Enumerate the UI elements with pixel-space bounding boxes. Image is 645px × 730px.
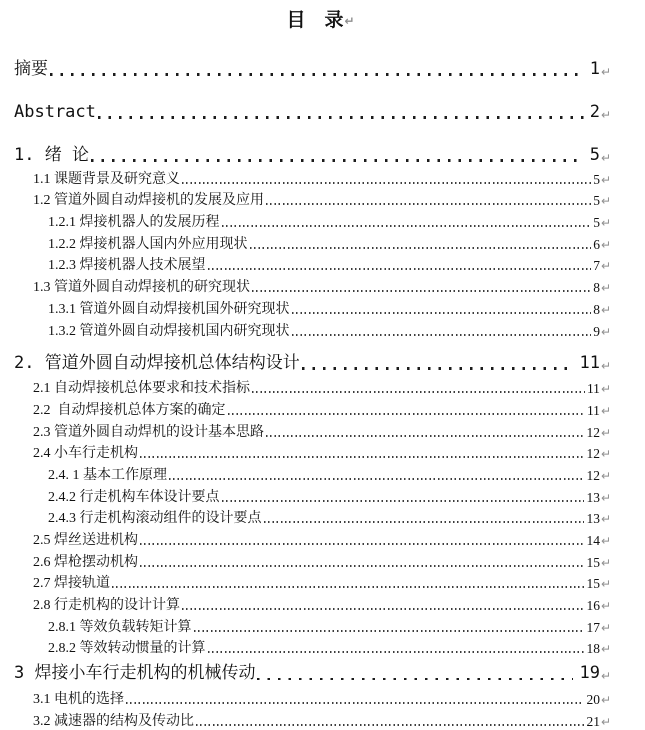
toc-entry-page: 9	[593, 323, 600, 339]
toc-entry-page: 13	[586, 511, 600, 527]
toc-entry[interactable]	[48, 253, 611, 275]
toc-entry[interactable]	[33, 571, 611, 593]
toc-entry-page: 1	[589, 59, 600, 79]
toc-entry-label: 1.3 管道外圆自动焊接机的研究现状	[33, 280, 250, 296]
paragraph-mark-icon: ↵	[600, 555, 611, 570]
paragraph-mark-icon: ↵	[344, 14, 355, 28]
toc-entry-page: 5	[593, 215, 600, 231]
paragraph-mark-icon: ↵	[600, 358, 611, 373]
toc-entry-label: 2.7 焊接轨道	[33, 576, 110, 592]
dot-leader	[98, 116, 584, 119]
toc-entry[interactable]	[48, 318, 611, 340]
dot-leader	[222, 500, 585, 502]
toc-entry[interactable]	[48, 636, 611, 658]
dot-leader	[264, 521, 585, 523]
toc-entry-page: 15	[586, 554, 600, 570]
toc-entry-label: 1.1 课题背景及研究意义	[33, 171, 180, 187]
dot-leader	[266, 435, 584, 437]
toc-entry[interactable]	[33, 274, 611, 296]
paragraph-mark-icon: ↵	[600, 577, 611, 592]
dot-leader	[196, 724, 584, 726]
toc-entry-label: 摘要	[14, 59, 48, 79]
toc-entry-label: 2.6 焊枪摆动机构	[33, 554, 138, 570]
paragraph-mark-icon: ↵	[600, 642, 611, 657]
paragraph-mark-icon: ↵	[600, 534, 611, 548]
toc-entry-page: 16	[586, 598, 600, 614]
paragraph-mark-icon: ↵	[600, 281, 611, 296]
paragraph-mark-icon: ↵	[600, 669, 611, 684]
toc-entry-page: 8	[593, 301, 600, 317]
toc-entry-label: 2.8 行走机构的设计计算	[33, 598, 180, 614]
toc-entry[interactable]	[33, 592, 611, 614]
toc-entry[interactable]	[14, 140, 611, 166]
toc-entry-label: 2.3 管道外圆自动焊机的设计基本思路	[33, 424, 264, 440]
paragraph-mark-icon: ↵	[600, 216, 611, 231]
toc-entry[interactable]	[33, 166, 611, 188]
toc-entry-label: 3 焊接小车行走机构的机械传动	[14, 663, 256, 684]
paragraph-mark-icon: ↵	[600, 403, 611, 418]
toc-entry[interactable]	[48, 506, 611, 528]
toc-entry-page: 12	[586, 446, 600, 462]
toc-entry[interactable]	[48, 484, 611, 506]
toc-entry-page: 11	[586, 381, 600, 397]
dot-leader	[302, 367, 574, 370]
toc-entry-label: 2.4. 1 基本工作原理	[48, 467, 167, 483]
toc-entry-label: 2.2 自动焊接机总体方案的确定	[33, 402, 226, 418]
toc-entry[interactable]	[14, 54, 611, 80]
dot-leader	[292, 312, 592, 314]
toc-entry-label: 2.4.3 行走机构滚动组件的设计要点	[48, 511, 262, 527]
toc-entry-page: 11	[579, 352, 600, 373]
toc-entry-label: 1.2.2 焊接机器人国内外应用现状	[48, 236, 248, 252]
page-title-text: 目 录	[286, 9, 344, 31]
paragraph-mark-icon: ↵	[600, 65, 611, 79]
toc-entry-label: Abstract	[14, 102, 96, 122]
toc-entry-page: 6	[593, 236, 600, 252]
toc-entry[interactable]	[48, 296, 611, 318]
dot-leader	[50, 73, 584, 76]
toc-entry-label: 1.2 管道外圆自动焊接机的发展及应用	[33, 193, 264, 209]
toc-entry[interactable]	[48, 462, 611, 484]
toc-entry-label: 2.1 自动焊接机总体要求和技术指标	[33, 381, 250, 397]
toc-entry-label: 1.3.1 管道外圆自动焊接机国外研究现状	[48, 301, 290, 317]
toc-entry-page: 21	[586, 713, 600, 729]
toc-entry-label: 1.2.3 焊接机器人技术展望	[48, 258, 206, 274]
toc-entry[interactable]	[33, 419, 611, 441]
toc-entry-label: 1.3.2 管道外圆自动焊接机国内研究现状	[48, 323, 290, 339]
toc-entry[interactable]	[33, 376, 611, 398]
toc-entry-page: 12	[586, 467, 600, 483]
paragraph-mark-icon: ↵	[600, 259, 611, 274]
toc-entry-page: 5	[593, 193, 600, 209]
paragraph-mark-icon: ↵	[600, 468, 611, 483]
dot-leader	[182, 608, 584, 610]
dot-leader	[222, 225, 592, 227]
toc-entry[interactable]	[33, 686, 611, 708]
dot-leader	[208, 651, 585, 653]
dot-leader	[208, 268, 592, 270]
toc-entry-page: 19	[579, 663, 600, 684]
toc-entry-page: 12	[586, 424, 600, 440]
dot-leader	[228, 413, 585, 415]
toc-entry-page: 13	[586, 489, 600, 505]
toc-entry-page: 8	[593, 280, 600, 296]
toc-entry[interactable]	[33, 549, 611, 571]
toc-entry-label: 1. 绪 论	[14, 145, 89, 165]
toc-entry[interactable]	[33, 708, 611, 730]
toc-entry[interactable]	[48, 614, 611, 636]
toc-entry-page: 2	[589, 102, 600, 122]
paragraph-mark-icon: ↵	[600, 172, 611, 187]
paragraph-mark-icon: ↵	[600, 447, 611, 462]
toc-entry[interactable]	[48, 231, 611, 253]
toc-entry-page: 17	[586, 619, 600, 635]
toc-entry-page: 7	[593, 258, 600, 274]
toc-entry-page: 18	[586, 641, 600, 657]
paragraph-mark-icon: ↵	[600, 599, 611, 614]
toc-entry-label: 2.8.1 等效负载转矩计算	[48, 619, 192, 635]
toc-entry[interactable]	[33, 397, 611, 419]
toc-entry-page: 15	[586, 576, 600, 592]
paragraph-mark-icon: ↵	[600, 237, 611, 252]
dot-leader	[140, 456, 584, 458]
dot-leader	[266, 203, 591, 205]
paragraph-mark-icon: ↵	[600, 714, 611, 729]
paragraph-mark-icon: ↵	[600, 512, 611, 527]
toc-entry-label: 1.2.1 焊接机器人的发展历程	[48, 215, 220, 231]
dot-leader	[252, 290, 591, 292]
toc-entry-label: 2.5 焊丝送进机构	[33, 533, 138, 548]
paragraph-mark-icon: ↵	[600, 302, 611, 317]
paragraph-mark-icon: ↵	[600, 382, 611, 397]
dot-leader	[126, 702, 584, 704]
toc-entry[interactable]	[14, 348, 611, 374]
paragraph-mark-icon: ↵	[600, 324, 611, 339]
paragraph-mark-icon: ↵	[600, 693, 611, 708]
dot-leader	[169, 478, 584, 480]
toc-entry-label: 2. 管道外圆自动焊接机总体结构设计	[14, 352, 300, 373]
toc-entry-page: 14	[586, 533, 600, 548]
toc-entry-label: 2.8.2 等效转动惯量的计算	[48, 641, 206, 657]
paragraph-mark-icon: ↵	[600, 194, 611, 209]
dot-leader	[140, 543, 584, 545]
toc-entry-page: 20	[586, 692, 600, 708]
toc-entry-label: 2.4 小车行走机构	[33, 446, 138, 462]
dot-leader	[140, 565, 584, 567]
paragraph-mark-icon: ↵	[600, 620, 611, 635]
paragraph-mark-icon: ↵	[600, 490, 611, 505]
toc-entry-label: 3.2 减速器的结构及传动比	[33, 713, 194, 729]
paragraph-mark-icon: ↵	[600, 425, 611, 440]
toc-entry[interactable]	[48, 209, 611, 231]
dot-leader	[91, 159, 584, 162]
toc-entry-page: 5	[593, 171, 600, 187]
dot-leader	[257, 678, 573, 681]
toc-entry[interactable]	[33, 188, 611, 210]
toc-entry-page: 11	[586, 402, 600, 418]
paragraph-mark-icon: ↵	[600, 108, 611, 122]
paragraph-mark-icon: ↵	[600, 151, 611, 165]
page-title	[30, 8, 611, 32]
toc-entry-label: 2.4.2 行走机构车体设计要点	[48, 489, 220, 505]
dot-leader	[194, 630, 585, 632]
dot-leader	[252, 391, 585, 393]
toc-entry-page: 5	[589, 145, 600, 165]
dot-leader	[112, 586, 584, 588]
toc-entry[interactable]	[14, 97, 611, 123]
toc-entry-label: 3.1 电机的选择	[33, 692, 124, 708]
dot-leader	[292, 334, 592, 336]
toc-entry[interactable]	[33, 441, 611, 463]
toc-entry[interactable]	[33, 527, 611, 549]
toc-entry[interactable]	[14, 658, 611, 684]
dot-leader	[250, 247, 592, 249]
dot-leader	[182, 182, 591, 184]
